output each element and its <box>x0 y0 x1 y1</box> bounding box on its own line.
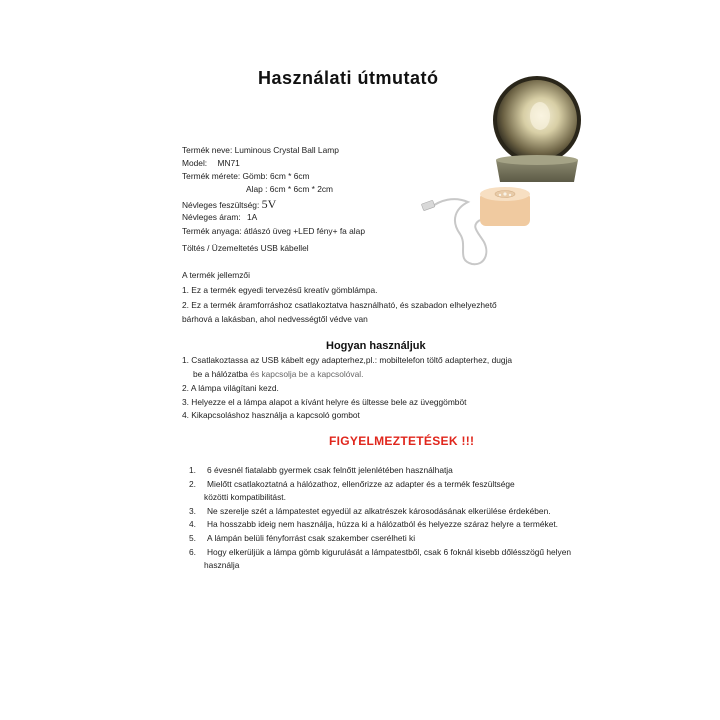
spec-name <box>182 145 339 155</box>
spec-material-value: átlászó üveg +LED fény+ fa alap <box>243 226 365 236</box>
usage-step-1-cont-dark: be a hálózatba <box>193 369 248 379</box>
spec-voltage-value: 5V <box>261 197 277 211</box>
warning-item-6: 6. Hogy elkerüljük a lámpa gömb kigurulását a lámpatestből, csak 6 foknál kisebb dőlésszögű helyen <box>189 547 572 557</box>
wooden-base-with-usb-cable-photo <box>420 180 540 270</box>
spec-material-label: Termék anyaga: <box>182 226 242 236</box>
warning-item-2-cont: közötti kompatibilitást. <box>204 492 286 502</box>
warning-item-5: 5. A lámpán belüli fényforrást csak szakember cserélheti ki <box>189 533 416 543</box>
feature-item-2: 2. Ez a termék áramforráshoz csatlakoztatva használható, és szabadon elhelyezhető <box>182 300 497 310</box>
spec-size-ball: Gömb: 6cm * 6cm <box>242 171 310 181</box>
usage-heading: Hogyan használjuk <box>326 340 426 352</box>
page-title: Használati útmutató <box>258 68 439 88</box>
spec-name-label: Termék neve: <box>182 145 233 155</box>
spec-current-label: Névleges áram: <box>182 212 241 222</box>
warning-item-1: 1. 6 évesnél fiatalabb gyermek csak felnőtt jelenlétében használhatja <box>189 465 453 475</box>
spec-voltage <box>182 197 276 212</box>
usage-step-4: 4. Kikapcsoláshoz használja a kapcsoló gombot <box>182 410 360 420</box>
spec-current-value: 1A <box>246 212 258 222</box>
spec-charging: Töltés / Üzemeltetés USB kábellel <box>182 243 309 253</box>
spec-size-base: Alap : 6cm * 6cm * 2cm <box>246 184 334 194</box>
spec-size <box>182 171 310 181</box>
feature-item-2-cont: bárhová a lakásban, ahol nedvességtől védve van <box>182 314 368 324</box>
warning-item-2: 2. Mielőtt csatlakoztatná a hálózathoz, ellenőrizze az adapter és a termék feszültsége <box>189 479 515 489</box>
usage-step-1: 1. Csatlakoztassa az USB kábelt egy adapterhez,pl.: mobiltelefon töltő adapterhez, dugja <box>182 355 513 365</box>
spec-model-value: MN71 <box>217 158 240 168</box>
features-heading: A termék jellemzői <box>182 270 250 280</box>
usage-step-1-cont <box>193 369 363 379</box>
warnings-heading: FIGYELMEZTETÉSEK !!! <box>329 434 475 448</box>
spec-material <box>182 226 365 236</box>
warning-item-6-cont: használja <box>204 560 240 570</box>
usage-step-2: 2. A lámpa világítani kezd. <box>182 383 279 393</box>
spec-voltage-label: Névleges feszültség: <box>182 200 260 210</box>
usage-step-3: 3. Helyezze el a lámpa alapot a kívánt helyre és ültesse bele az üveggömböt <box>182 397 467 407</box>
feature-item-1: 1. Ez a termék egyedi tervezésű kreatív gömblámpa. <box>182 285 378 295</box>
spec-size-label: Termék mérete: <box>182 171 241 181</box>
crystal-ball-lamp-photo <box>482 76 592 186</box>
warning-item-3: 3. Ne szerelje szét a lámpatestet egyedül az alkatrészek károsodásának elkerülése érdekében. <box>189 506 551 516</box>
spec-name-value: Luminous Crystal Ball Lamp <box>234 145 339 155</box>
spec-current <box>182 212 257 222</box>
warning-item-4: 4. Ha hosszabb ideig nem használja, húzza ki a hálózatból és helyezze száraz helyre a terméket. <box>189 519 559 529</box>
spec-model <box>182 158 240 168</box>
usage-step-1-cont-gray: és kapcsolja be a kapcsolóval. <box>250 369 364 379</box>
spec-model-label: Model: <box>182 158 208 168</box>
